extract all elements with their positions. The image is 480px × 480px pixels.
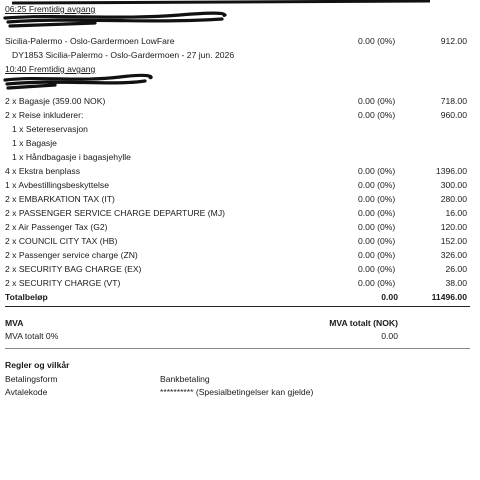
segment-vat: 0.00 (0%) xyxy=(358,36,396,46)
total-row xyxy=(0,293,480,306)
item-label: 2 x COUNCIL CITY TAX (HB) xyxy=(5,236,118,246)
line-item xyxy=(0,251,480,264)
segment-route: Sicilia-Palermo - Oslo-Gardermoen LowFare xyxy=(5,36,175,46)
total-label: Totalbeløp xyxy=(5,292,48,302)
terms-value: Bankbetaling xyxy=(160,374,210,384)
item-label: 4 x Ekstra benplass xyxy=(5,166,80,176)
item-vat: 0.00 (0%) xyxy=(358,278,396,288)
line-item xyxy=(0,97,480,110)
item-amount: 16.00 xyxy=(445,208,467,218)
segment-row xyxy=(0,37,480,50)
segment-time-second xyxy=(0,65,480,78)
terms-value: ********** (Spesialbetingelser kan gjelde) xyxy=(160,387,314,397)
redaction-scribble-top xyxy=(12,1,430,3)
item-amount: 38.00 xyxy=(445,278,467,288)
item-amount: 300.00 xyxy=(440,180,467,190)
terms-label: Avtalekode xyxy=(5,387,48,397)
item-label: 2 x PASSENGER SERVICE CHARGE DEPARTURE (MJ) xyxy=(5,208,225,218)
item-label: 2 x Passenger service charge (ZN) xyxy=(5,250,138,260)
item-label: 2 x Air Passenger Tax (G2) xyxy=(5,222,108,232)
segment-time-outbound xyxy=(0,5,480,18)
mva-heading-right: MVA totalt (NOK) xyxy=(329,318,398,328)
mva-row xyxy=(0,332,480,345)
mva-row-value: 0.00 xyxy=(381,331,398,341)
item-vat: 0.00 (0%) xyxy=(358,180,396,190)
item-label: 2 x SECURITY BAG CHARGE (EX) xyxy=(5,264,142,274)
total-vat: 0.00 xyxy=(381,292,398,302)
mva-row-label: MVA totalt 0% xyxy=(5,331,59,341)
line-item xyxy=(0,265,480,278)
line-subitem xyxy=(0,125,480,138)
line-item xyxy=(0,223,480,236)
item-amount: 152.00 xyxy=(440,236,467,246)
subitem-label: 1 x Bagasje xyxy=(12,138,57,148)
line-subitem xyxy=(0,139,480,152)
divider xyxy=(5,306,470,307)
terms-row xyxy=(0,388,480,401)
item-amount: 718.00 xyxy=(440,96,467,106)
terms-heading: Regler og vilkår xyxy=(5,360,70,370)
subitem-label: 1 x Håndbagasje i bagasjehylle xyxy=(12,152,131,162)
segment-time-label: 06:25 Fremtidig avgang xyxy=(5,4,96,14)
terms-heading-row xyxy=(0,361,480,374)
item-label: 1 x Avbestillingsbeskyttelse xyxy=(5,180,109,190)
item-amount: 326.00 xyxy=(440,250,467,260)
mva-heading: MVA xyxy=(5,318,24,328)
item-label: 2 x SECURITY CHARGE (VT) xyxy=(5,278,121,288)
item-amount: 26.00 xyxy=(445,264,467,274)
line-item xyxy=(0,209,480,222)
item-amount: 960.00 xyxy=(440,110,467,120)
line-item xyxy=(0,111,480,124)
segment-flight-text: DY1853 Sicilia-Palermo - Oslo-Gardermoen - 27 jun. 2026 xyxy=(12,50,235,60)
segment-amount: 912.00 xyxy=(440,36,467,46)
mva-heading-row xyxy=(0,319,480,332)
line-item xyxy=(0,181,480,194)
item-amount: 120.00 xyxy=(440,222,467,232)
total-amount: 11496.00 xyxy=(431,292,467,302)
line-item xyxy=(0,237,480,250)
terms-label: Betalingsform xyxy=(5,374,58,384)
item-label: 2 x Reise inkluderer: xyxy=(5,110,84,120)
segment-time-label: 10:40 Fremtidig avgang xyxy=(5,64,96,74)
item-vat: 0.00 (0%) xyxy=(358,236,396,246)
segment-flight xyxy=(0,51,480,64)
divider xyxy=(5,348,470,349)
item-label: 2 x Bagasje (359.00 NOK) xyxy=(5,96,106,106)
item-vat: 0.00 (0%) xyxy=(358,264,396,274)
item-vat: 0.00 (0%) xyxy=(358,222,396,232)
item-vat: 0.00 (0%) xyxy=(358,96,396,106)
item-vat: 0.00 (0%) xyxy=(358,166,396,176)
line-item xyxy=(0,279,480,292)
line-item xyxy=(0,167,480,180)
item-amount: 1396.00 xyxy=(435,166,467,176)
item-amount: 280.00 xyxy=(440,194,467,204)
line-item xyxy=(0,195,480,208)
item-vat: 0.00 (0%) xyxy=(358,194,396,204)
item-vat: 0.00 (0%) xyxy=(358,250,396,260)
item-label: 2 x EMBARKATION TAX (IT) xyxy=(5,194,115,204)
item-vat: 0.00 (0%) xyxy=(358,110,396,120)
line-subitem xyxy=(0,153,480,166)
subitem-label: 1 x Setereservasjon xyxy=(12,124,88,134)
item-vat: 0.00 (0%) xyxy=(358,208,396,218)
